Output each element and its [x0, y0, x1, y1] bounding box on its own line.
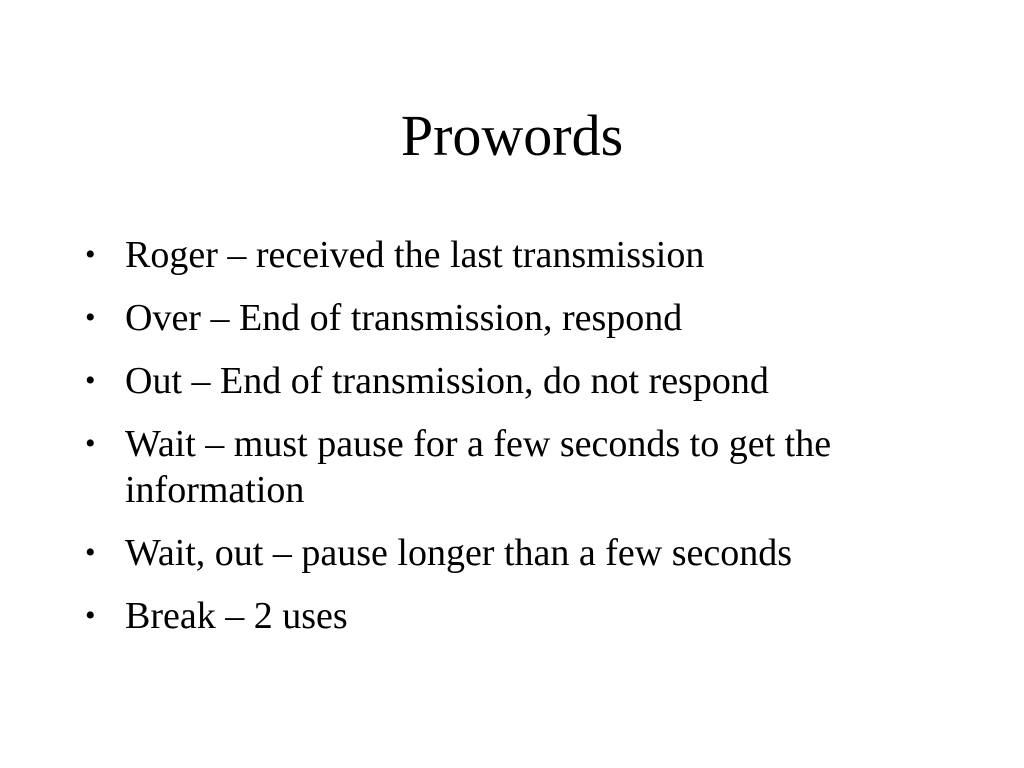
bullet-text: Wait, out – pause longer than a few seconds: [125, 532, 793, 574]
bullet-text: Wait – must pause for a few seconds to get the information: [125, 423, 832, 511]
bullet-icon: •: [85, 301, 96, 334]
list-item: [85, 593, 945, 639]
bullet-text: Break – 2 uses: [125, 595, 348, 637]
bullet-icon: •: [85, 536, 96, 569]
list-item: [85, 358, 945, 404]
bullet-icon: •: [85, 427, 96, 460]
bullet-icon: •: [85, 364, 96, 397]
bullet-icon: •: [85, 599, 96, 632]
bullet-list: [85, 232, 945, 656]
bullet-icon: •: [85, 238, 96, 271]
bullet-text: Out – End of transmission, do not respond: [125, 360, 769, 402]
slide-title: Prowords: [400, 103, 624, 168]
list-item: [85, 232, 945, 278]
bullet-text: Roger – received the last transmission: [125, 234, 705, 276]
list-item: [85, 421, 945, 513]
list-item: [85, 295, 945, 341]
list-item: [85, 530, 945, 576]
bullet-text: Over – End of transmission, respond: [125, 297, 683, 339]
